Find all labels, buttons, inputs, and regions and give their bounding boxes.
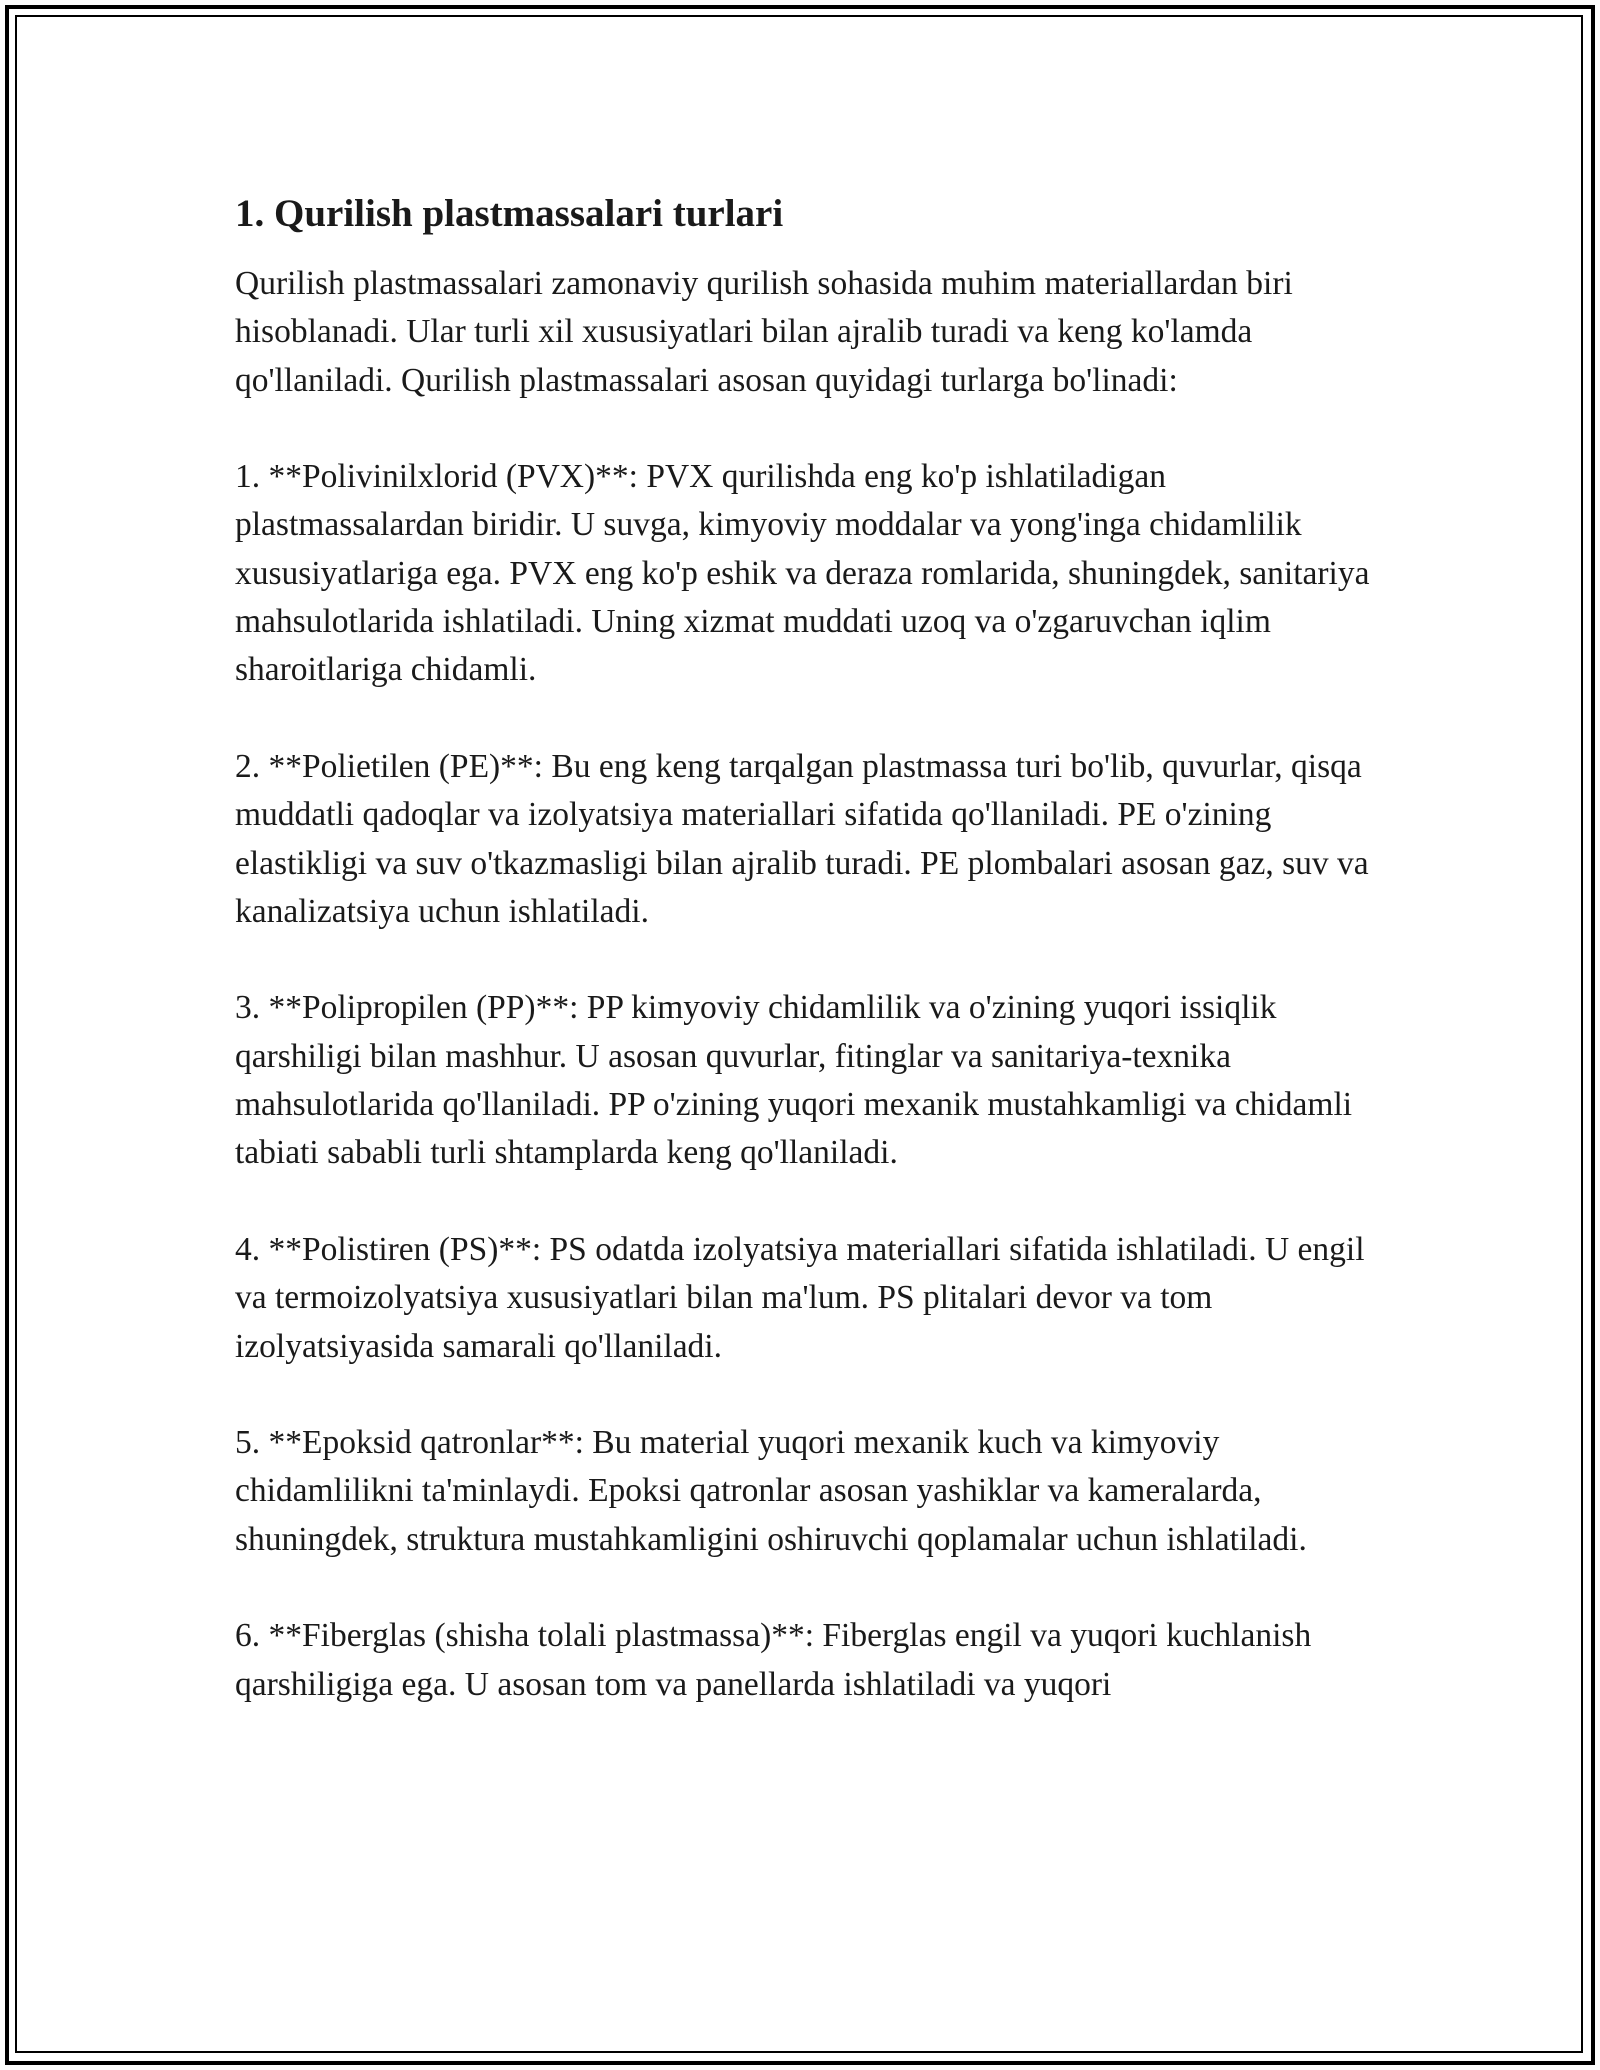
list-item-ps: 4. **Polistiren (PS)**: PS odatda izolyatsiya materiallari sifatida ishlatiladi. U engil va termoizolyatsiya xususiyatlari bilan ma'lum. PS plitalari devor va tom izolyatsiyasida samarali qo'llaniladi. <box>235 1230 1365 1365</box>
list-item-pe: 2. **Polietilen (PE)**: Bu eng keng tarqalgan plastmassa turi bo'lib, quvurlar, qisqa muddatli qadoqlar va izolyatsiya materiallari sifatida qo'llaniladi. PE o'zining elastikligi va suv o'tkazmasligi bilan ajralib turadi. PE plombalari asosan gaz, suv va kanalizatsiya uchun ishlatiladi. <box>235 747 1369 930</box>
intro-paragraph: Qurilish plastmassalari zamonaviy qurilish sohasida muhim materiallardan biri hisoblanadi. Ular turli xil xususiyatlari bilan ajralib turadi va keng ko'lamda qo'llaniladi. Qurilish plastmassalari asosan quyidagi turlarga bo'linadi: <box>235 265 1293 399</box>
list-item-pp: 3. **Polipropilen (PP)**: PP kimyoviy chidamlilik va o'zining yuqori issiqlik qarshiligi bilan mashhur. U asosan quvurlar, fitinglar va sanitariya-texnika mahsulotlarida qo'llaniladi. PP o'zining yuqori mexanik mustahkamligi va chidamli tabiati sababli turli shtamplarda keng qo'llaniladi. <box>235 989 1353 1172</box>
list-item-pvx: 1. **Polivinilxlorid (PVX)**: PVX qurilishda eng ko'p ishlatiladigan plastmassalardan biridir. U suvga, kimyoviy moddalar va yong'inga chidamlilik xususiyatlariga ega. PVX eng ko'p eshik va deraza romlarida, shuningdek, sanitariya mahsulotlarida ishlatiladi. Uning xizmat muddati uzoq va o'zgaruvchan iqlim sharoitlariga chidamli. <box>235 458 1370 689</box>
list-item-fiberglass: 6. **Fiberglas (shisha tolali plastmassa)**: Fiberglas engil va yuqori kuchlanish qarshiligiga ega. U asosan tom va panellarda ishlatiladi va yuqori <box>235 1617 1312 1703</box>
list-item-epoxy: 5. **Epoksid qatronlar**: Bu material yuqori mexanik kuch va kimyoviy chidamlilikni ta'minlaydi. Epoksi qatronlar asosan yashiklar va kameralarda, shuningdek, struktura mustahkamligini oshiruvchi qoplamalar uchun ishlatiladi. <box>235 1424 1307 1558</box>
document-body <box>235 188 1375 1757</box>
section-heading: 1. Qurilish plastmassalari turlari <box>235 192 784 235</box>
